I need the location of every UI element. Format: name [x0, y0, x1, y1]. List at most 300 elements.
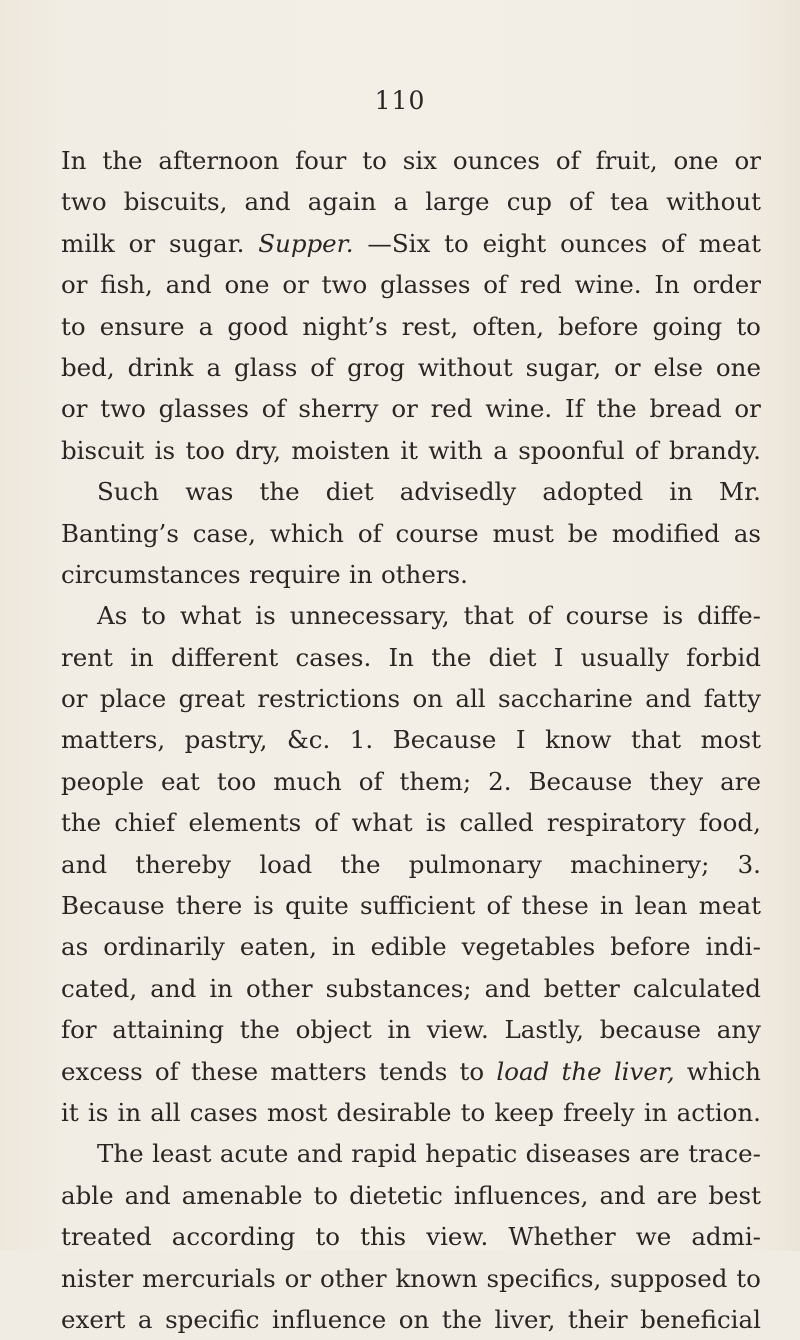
word: of — [527, 601, 552, 631]
word: As — [97, 601, 128, 631]
word: beneficial — [640, 1304, 761, 1334]
text-line — [61, 595, 761, 636]
word: in — [117, 1097, 142, 1127]
word: admi- — [691, 1222, 761, 1252]
text-line — [61, 802, 761, 843]
word: or — [391, 394, 418, 424]
word: wine. — [485, 394, 553, 424]
word: chief — [114, 808, 176, 838]
word: hepatic — [425, 1139, 518, 1169]
word: their — [567, 1304, 628, 1334]
word: of — [154, 1056, 179, 1086]
word: better — [543, 973, 620, 1003]
word: in — [349, 559, 373, 589]
word: know — [545, 725, 612, 755]
word: require — [248, 559, 341, 589]
word: which — [269, 518, 344, 548]
word: drink — [127, 352, 194, 382]
word: and — [61, 849, 108, 879]
word: different — [170, 642, 279, 672]
word: was — [185, 477, 234, 507]
word: without — [666, 187, 761, 217]
text-line — [61, 1299, 761, 1340]
word: In — [654, 270, 680, 300]
word: all — [150, 1097, 181, 1127]
word: sherry — [298, 394, 379, 424]
word: saccharine — [498, 684, 633, 714]
word: is — [662, 601, 684, 631]
text-line — [61, 347, 761, 388]
word: four — [295, 146, 347, 175]
word: to — [460, 1097, 486, 1127]
word: &c. — [286, 725, 331, 755]
word: specific — [165, 1304, 260, 1334]
text-line — [61, 1051, 761, 1092]
word: thereby — [135, 849, 232, 879]
word: matters — [270, 1056, 367, 1086]
word: the — [259, 477, 300, 507]
word: of — [357, 518, 382, 548]
word: spoonful — [518, 435, 625, 465]
word: to — [313, 1180, 339, 1210]
word: often, — [472, 311, 545, 341]
text-line — [61, 554, 761, 595]
text-line — [61, 761, 761, 802]
word: course — [565, 601, 649, 631]
word: The — [97, 1139, 144, 1169]
word: and — [599, 1180, 646, 1210]
word: of — [314, 808, 339, 838]
word: in — [387, 1015, 412, 1045]
word: according — [171, 1222, 296, 1252]
word: Supper. — [258, 228, 354, 258]
word: moisten — [291, 435, 390, 465]
word: or — [284, 1263, 312, 1293]
word: glass — [234, 352, 298, 382]
word: meat — [698, 891, 761, 921]
word: or — [61, 394, 88, 424]
word: it — [400, 435, 418, 465]
word: or — [61, 684, 88, 714]
word: specifics, — [486, 1263, 602, 1293]
word: of — [358, 766, 383, 796]
word: in — [130, 642, 154, 672]
word: to — [61, 311, 86, 341]
word: action. — [676, 1097, 761, 1127]
word: of — [486, 891, 511, 921]
word: and — [296, 1139, 343, 1169]
word: object — [295, 1015, 372, 1045]
word: or — [282, 270, 309, 300]
text-line — [61, 181, 761, 222]
word: eat — [160, 766, 200, 796]
word: I — [515, 725, 526, 755]
word: milk — [61, 228, 115, 258]
word: load — [259, 849, 313, 879]
word: or — [734, 394, 761, 424]
word: Whether — [508, 1222, 616, 1252]
word: one — [715, 352, 761, 382]
word: substances; — [325, 973, 472, 1003]
word: food, — [698, 808, 761, 838]
word: these — [521, 891, 589, 921]
word: influences, — [453, 1180, 589, 1210]
word: most — [266, 1097, 328, 1127]
word: vegetables — [461, 932, 596, 962]
word: as — [733, 518, 761, 548]
word: known — [395, 1263, 478, 1293]
word: them; — [399, 766, 472, 796]
word: 3. — [737, 849, 761, 879]
word: as — [61, 932, 89, 962]
text-line — [61, 264, 761, 305]
word: or — [61, 270, 88, 300]
word: sugar, — [525, 352, 602, 382]
word: machinery; — [570, 849, 710, 879]
word: to — [736, 1263, 761, 1293]
word: large — [425, 187, 490, 217]
word: what — [179, 601, 242, 631]
word: the — [561, 1056, 602, 1086]
word: —Six — [367, 228, 431, 258]
word: the — [102, 146, 143, 175]
word: the — [61, 808, 102, 838]
word: 1. — [349, 725, 374, 755]
word: others. — [380, 559, 468, 589]
word: exert — [61, 1304, 126, 1334]
page-number: 110 — [374, 86, 426, 115]
word: of — [310, 352, 335, 382]
text-line — [61, 719, 761, 760]
text-line — [61, 1092, 761, 1133]
word: calculated — [632, 973, 761, 1003]
word: good — [227, 311, 289, 341]
word: it — [61, 1097, 79, 1127]
word: mercurials — [142, 1263, 276, 1293]
word: other — [319, 1263, 387, 1293]
word: two — [321, 270, 368, 300]
word: red — [519, 270, 562, 300]
word: on — [398, 1304, 430, 1334]
word: and — [484, 973, 531, 1003]
word: is — [87, 1097, 109, 1127]
word: much — [273, 766, 342, 796]
word: ordinarily — [103, 932, 225, 962]
word: of — [661, 228, 685, 258]
word: pulmonary — [408, 849, 542, 879]
word: there — [175, 891, 243, 921]
word: be — [567, 518, 598, 548]
word: two — [61, 187, 107, 217]
text-line — [61, 1216, 761, 1257]
word: In — [388, 642, 414, 672]
word: course — [395, 518, 479, 548]
word: biscuit — [61, 435, 145, 465]
word: bed, — [61, 352, 115, 382]
word: is — [253, 891, 274, 921]
text-line — [61, 885, 761, 926]
word: and — [165, 270, 212, 300]
word: trace- — [688, 1139, 761, 1169]
word: cases. — [295, 642, 372, 672]
word: and — [645, 684, 692, 714]
word: that — [463, 601, 514, 631]
word: a — [198, 311, 214, 341]
word: indi- — [705, 932, 761, 962]
word: liver, — [613, 1056, 675, 1086]
word: these — [190, 1056, 259, 1086]
word: or — [614, 352, 641, 382]
word: view. — [426, 1222, 489, 1252]
word: glasses — [158, 394, 249, 424]
word: they — [649, 766, 704, 796]
word: other — [246, 973, 313, 1003]
text-line — [61, 637, 761, 678]
word: must — [492, 518, 554, 548]
word: fruit, — [595, 146, 658, 175]
word: else — [653, 352, 703, 382]
word: diseases — [525, 1139, 631, 1169]
word: a — [493, 435, 508, 465]
text-line — [61, 388, 761, 429]
word: supposed — [610, 1263, 728, 1293]
word: matters, — [61, 725, 166, 755]
body-text — [61, 140, 761, 1340]
word: modified — [611, 518, 720, 548]
word: desirable — [336, 1097, 452, 1127]
word: to — [736, 311, 761, 341]
word: eaten, — [239, 932, 317, 962]
word: rent — [61, 642, 113, 672]
word: one — [673, 146, 719, 175]
word: the — [431, 642, 472, 672]
word: the — [340, 849, 381, 879]
text-line — [61, 223, 761, 264]
word: rest, — [401, 311, 459, 341]
word: to — [315, 1222, 340, 1252]
word: rapid — [351, 1139, 417, 1169]
word: most — [700, 725, 761, 755]
word: nister — [61, 1263, 134, 1293]
word: amenable — [181, 1180, 303, 1210]
word: of — [555, 146, 580, 175]
text-line — [61, 968, 761, 1009]
word: dry, — [235, 435, 282, 465]
word: usually — [580, 642, 669, 672]
word: ounces — [452, 146, 540, 175]
word: treated — [61, 1222, 152, 1252]
text-line — [61, 306, 761, 347]
word: are — [720, 766, 761, 796]
text-line — [61, 1258, 761, 1299]
text-line — [61, 844, 761, 885]
word: excess — [61, 1056, 143, 1086]
word: of — [261, 394, 286, 424]
word: and — [150, 973, 197, 1003]
word: with — [428, 435, 483, 465]
word: keep — [494, 1097, 554, 1127]
word: grog — [347, 352, 405, 382]
word: quite — [285, 891, 349, 921]
word: adopted — [542, 477, 644, 507]
word: all — [455, 684, 486, 714]
word: without — [417, 352, 513, 382]
text-line — [61, 430, 761, 471]
word: place — [99, 684, 167, 714]
word: pastry, — [184, 725, 268, 755]
word: a — [393, 187, 409, 217]
text-line — [61, 140, 761, 181]
word: going — [652, 311, 723, 341]
word: one — [224, 270, 270, 300]
word: eight — [482, 228, 547, 258]
word: ensure — [99, 311, 185, 341]
word: tea — [610, 187, 649, 217]
word: best — [708, 1180, 761, 1210]
word: to — [141, 601, 166, 631]
word: too — [185, 435, 225, 465]
word: again — [307, 187, 377, 217]
word: brandy. — [669, 435, 761, 465]
word: forbid — [686, 642, 761, 672]
word: or — [128, 228, 156, 258]
word: unnecessary, — [289, 601, 450, 631]
word: that — [630, 725, 682, 755]
word: lean — [634, 891, 688, 921]
word: dietetic — [349, 1180, 443, 1210]
word: in — [599, 891, 624, 921]
word: called — [459, 808, 534, 838]
word: any — [716, 1015, 761, 1045]
word: edible — [370, 932, 447, 962]
word: Mr. — [719, 477, 761, 507]
word: or — [734, 146, 761, 175]
word: in — [209, 973, 233, 1003]
word: glasses — [380, 270, 471, 300]
word: cated, — [61, 973, 138, 1003]
word: load — [496, 1056, 550, 1086]
word: of — [569, 187, 593, 217]
word: and — [244, 187, 291, 217]
word: of — [634, 435, 659, 465]
word: diet — [488, 642, 537, 672]
word: elements — [188, 808, 302, 838]
word: respiratory — [546, 808, 686, 838]
word: of — [483, 270, 508, 300]
word: and — [124, 1180, 171, 1210]
word: a — [137, 1304, 153, 1334]
word: circumstances — [61, 559, 241, 589]
word: red — [430, 394, 473, 424]
word: liver, — [494, 1304, 556, 1334]
word: least — [152, 1139, 212, 1169]
word: the — [239, 1015, 280, 1045]
word: order — [692, 270, 761, 300]
word: able — [61, 1180, 114, 1210]
word: before — [610, 932, 691, 962]
word: is — [425, 808, 447, 838]
word: on — [412, 684, 443, 714]
word: 2. — [488, 766, 512, 796]
word: case, — [192, 518, 256, 548]
word: six — [402, 146, 437, 175]
word: too — [216, 766, 257, 796]
word: cup — [506, 187, 552, 217]
word: great — [178, 684, 245, 714]
text-line — [61, 1175, 761, 1216]
word: the — [596, 394, 637, 424]
word: In — [61, 146, 87, 175]
word: attaining — [112, 1015, 225, 1045]
word: diet — [325, 477, 374, 507]
word: Banting’s — [61, 518, 179, 548]
word: advisedly — [399, 477, 517, 507]
word: two — [100, 394, 146, 424]
word: which — [686, 1056, 761, 1086]
word: to — [459, 1056, 485, 1086]
word: before — [558, 311, 639, 341]
word: are — [656, 1180, 698, 1210]
text-line — [61, 926, 761, 967]
word: freely — [563, 1097, 635, 1127]
word: fatty — [703, 684, 761, 714]
word: this — [360, 1222, 407, 1252]
word: ounces — [560, 228, 648, 258]
word: acute — [219, 1139, 289, 1169]
text-line — [61, 678, 761, 719]
word: wine. — [574, 270, 642, 300]
word: is — [154, 435, 176, 465]
word: because — [599, 1015, 702, 1045]
word: sugar. — [168, 228, 245, 258]
word: I — [553, 642, 564, 672]
word: night’s — [302, 311, 388, 341]
word: restrictions — [257, 684, 401, 714]
text-line — [61, 1009, 761, 1050]
word: the — [441, 1304, 482, 1334]
word: diffe- — [697, 601, 761, 631]
word: a — [206, 352, 222, 382]
word: to — [444, 228, 469, 258]
word: to — [362, 146, 387, 175]
word: view. — [426, 1015, 489, 1045]
word: Because — [528, 766, 633, 796]
word: Lastly, — [504, 1015, 584, 1045]
word: in — [643, 1097, 668, 1127]
word: in — [669, 477, 693, 507]
word: cases — [189, 1097, 258, 1127]
word: what — [351, 808, 413, 838]
word: for — [61, 1015, 97, 1045]
text-line — [61, 513, 761, 554]
word: fish, — [100, 270, 153, 300]
word: in — [331, 932, 356, 962]
word: Such — [97, 477, 160, 507]
word: are — [638, 1139, 680, 1169]
word: afternoon — [158, 146, 280, 175]
word: tends — [378, 1056, 448, 1086]
text-line — [61, 471, 761, 512]
word: Because — [61, 891, 165, 921]
text-line — [61, 1133, 761, 1174]
word: If — [564, 394, 584, 424]
word: bread — [649, 394, 722, 424]
word: sufficient — [359, 891, 476, 921]
word: Because — [392, 725, 497, 755]
word: meat — [698, 228, 761, 258]
word: biscuits, — [123, 187, 228, 217]
word: influence — [272, 1304, 387, 1334]
